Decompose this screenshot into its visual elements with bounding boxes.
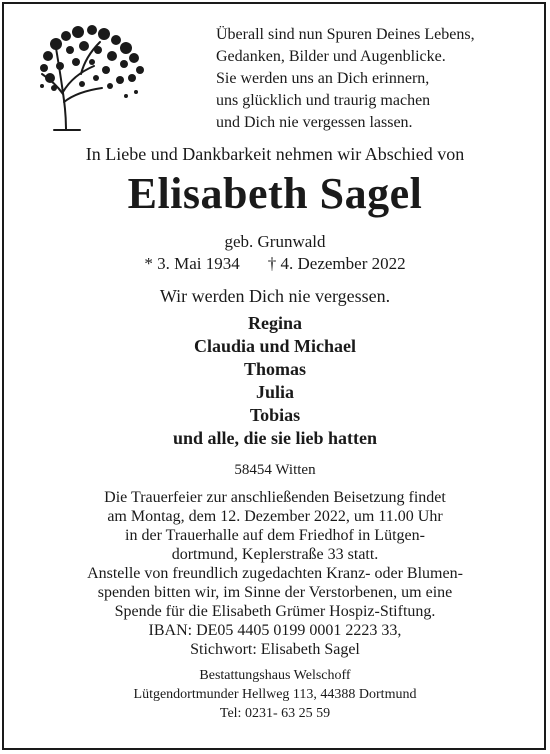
undertaker-address: Lütgendortmunder Hellweg 113, 44388 Dortmund (133, 687, 417, 702)
poem-line: Überall sind nun Spuren Deines Lebens, (216, 26, 475, 43)
poem-line: Sie werden uns an Dich erinnern, (216, 70, 430, 87)
city-line: 58454 Witten (234, 462, 316, 478)
birth-date: * 3. Mai 1934 (144, 254, 240, 273)
notice-line: in der Trauerhalle auf dem Friedhof in Lütgen- (125, 527, 425, 544)
undertaker-name: Bestattungshaus Welschoff (199, 668, 351, 683)
notice-line: Anstelle von freundlich zugedachten Kranz- oder Blumen- (87, 565, 463, 582)
notice-line: dortmund, Keplerstraße 33 statt. (171, 546, 379, 563)
notice-line: am Montag, dem 12. Dezember 2022, um 11.00 Uhr (107, 508, 443, 525)
notice-line: Stichwort: Elisabeth Sagel (190, 641, 360, 658)
mourner: Thomas (243, 359, 306, 379)
poem-line: uns glücklich und traurig machen (216, 92, 431, 109)
mourner: Julia (255, 382, 294, 402)
mourner: Tobias (249, 405, 301, 425)
intro-text: In Liebe und Dankbarkeit nehmen wir Abschied von (85, 144, 465, 164)
mourner: und alle, die sie lieb hatten (172, 428, 378, 448)
notice-line: IBAN: DE05 4405 0199 0001 2223 33, (148, 622, 402, 639)
undertaker-info (0, 666, 550, 723)
deceased-name: Elisabeth Sagel (127, 169, 423, 218)
remembrance-line: Wir werden Dich nie vergessen. (159, 286, 391, 306)
notice-line: spenden bitten wir, im Sinne der Verstorbenen, um eine (97, 584, 453, 601)
notice-line: Die Trauerfeier zur anschließenden Beisetzung findet (104, 489, 446, 506)
mourners-list (0, 312, 550, 450)
notice-line: Spende für die Elisabeth Grümer Hospiz-Stiftung. (114, 603, 436, 620)
life-dates (0, 254, 550, 274)
poem (216, 24, 536, 134)
death-date: † 4. Dezember 2022 (267, 254, 406, 273)
mourner: Claudia und Michael (193, 336, 357, 356)
mourner: Regina (248, 313, 302, 333)
maiden-name: geb. Grunwald (224, 232, 326, 251)
poem-line: und Dich nie vergessen lassen. (216, 114, 413, 131)
funeral-notice (0, 488, 550, 659)
poem-line: Gedanken, Bilder und Augenblicke. (216, 48, 446, 65)
tree-icon (36, 22, 148, 134)
undertaker-phone: Tel: 0231- 63 25 59 (219, 706, 331, 721)
